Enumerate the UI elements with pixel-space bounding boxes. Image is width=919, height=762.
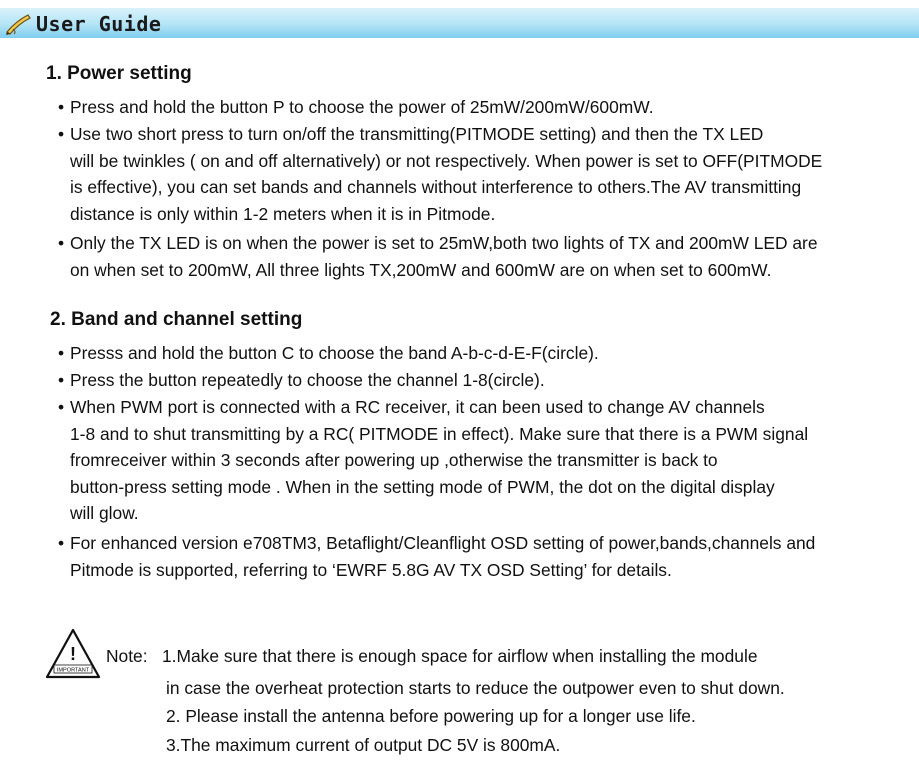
warning-mark: ! [70, 644, 76, 664]
text-line: will glow. [70, 503, 139, 523]
text-line: Press and hold the button P to choose the power of 25mW/200mW/600mW. [70, 97, 654, 117]
list-item-text [70, 121, 822, 227]
bullet-dot: • [58, 233, 65, 253]
note-line: 3.The maximum current of output DC 5V is 800mA. [166, 735, 561, 755]
text-line: 1-8 and to shut transmitting by a RC( PITMODE in effect). Make sure that there is a PWM signal [70, 423, 809, 444]
list-item [58, 367, 908, 394]
bullet-dot: • [58, 124, 65, 144]
text-line: Use two short press to turn on/off the transmitting(PITMODE setting) and then the TX LED [70, 124, 764, 144]
text-line: on when set to 200mW, All three lights TX,200mW and 600mW are on when set to 600mW. [70, 259, 772, 280]
list-item [58, 230, 918, 284]
text-line: fromreceiver within 3 seconds after powering up ,otherwise the transmitter is back to [70, 450, 718, 470]
list-item [58, 530, 918, 584]
text-line: Press the button repeatedly to choose the channel 1-8(circle). [70, 370, 545, 390]
text-line: will be twinkles ( on and off alternatively) or not respectively. When power is set to OFF(PITMODE [70, 150, 823, 171]
bullet-dot: • [58, 370, 65, 390]
text-line: distance is only within 1-2 meters when it is in Pitmode. [70, 203, 496, 224]
list-item-text [70, 394, 808, 527]
bullet-dot: • [58, 397, 65, 417]
list-item-text [70, 94, 654, 121]
text-line: is effective), you can set bands and channels without interference to others.The AV transmitting [70, 177, 802, 197]
bullet-dot: • [58, 533, 65, 553]
text-line: When PWM port is connected with a RC receiver, it can been used to change AV channels [70, 397, 765, 417]
list-item [58, 340, 908, 367]
text-line: Pitmode is supported, referring to ‘EWRF 5.8G AV TX OSD Setting’ for details. [70, 559, 672, 580]
text-line: Presss and hold the button C to choose the band A-b-c-d-E-F(circle). [70, 343, 599, 363]
section-heading-band-channel: 2. Band and channel setting [50, 309, 303, 330]
text-line: For enhanced version e708TM3, Betaflight/Cleanflight OSD setting of power,bands,channels and [70, 533, 816, 553]
note-line: 2. Please install the antenna before powering up for a longer use life. [166, 706, 696, 726]
list-item-text [70, 340, 599, 367]
note-line: 1.Make sure that there is enough space for airflow when installing the module [162, 646, 758, 666]
warning-label: IMPORTANT [56, 667, 90, 674]
text-line: button-press setting mode . When in the setting mode of PWM, the dot on the digital display [70, 476, 775, 497]
note-line: in case the overheat protection starts to reduce the outpower even to shut down. [166, 678, 785, 698]
list-item-text [70, 367, 545, 394]
list-item [58, 94, 908, 121]
page-title: User Guide [36, 12, 162, 36]
section-heading-power: 1. Power setting [46, 63, 192, 84]
bullet-dot: • [58, 97, 65, 117]
bullet-dot: • [58, 343, 65, 363]
pen-icon [4, 12, 32, 36]
text-line: Only the TX LED is on when the power is set to 25mW,both two lights of TX and 200mW LED are [70, 233, 818, 253]
list-item [58, 394, 918, 527]
list-item [58, 121, 918, 227]
list-item-text [70, 530, 815, 583]
note-label: Note: [106, 646, 148, 666]
list-item-text [70, 230, 818, 283]
warning-icon [44, 627, 102, 681]
